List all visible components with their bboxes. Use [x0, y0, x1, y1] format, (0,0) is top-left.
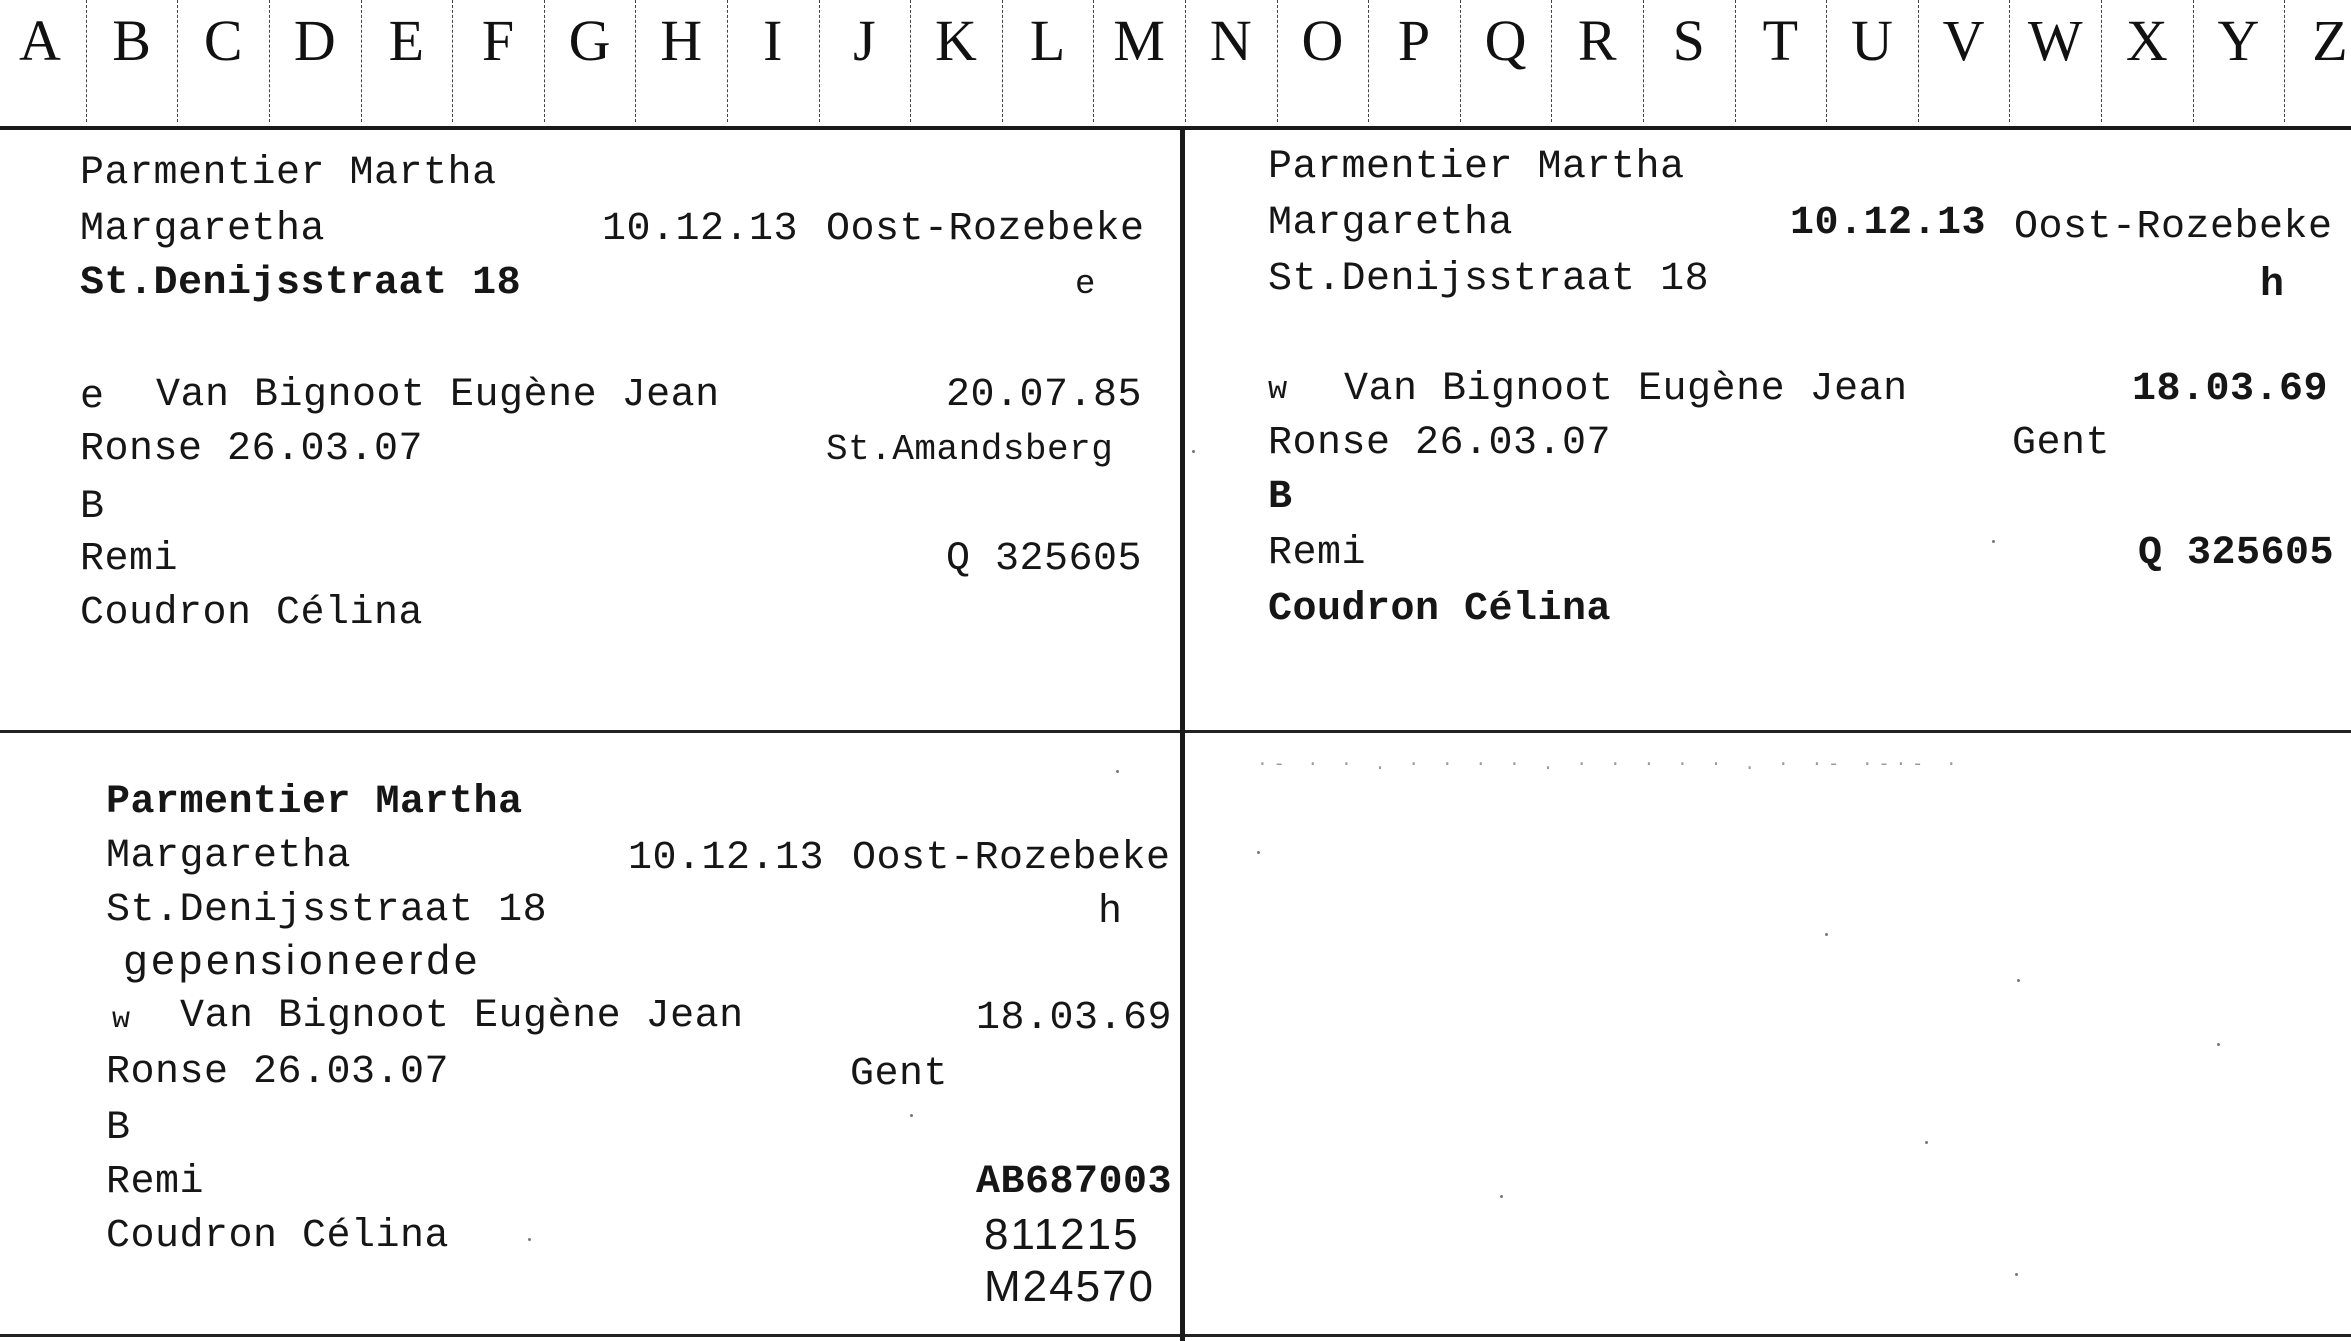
index-letter-e: E: [388, 8, 425, 73]
card-spouse-birth: Ronse 26.03.07: [80, 427, 424, 472]
card-occupation: gepensioneerde: [124, 936, 482, 983]
index-letter-r: R: [1577, 8, 1617, 73]
index-letter-a: A: [19, 8, 61, 73]
card-event-date: 18.03.69: [976, 996, 1173, 1041]
card-code-b: B: [80, 485, 105, 530]
scan-speck: [1925, 1141, 1928, 1144]
card-address: St.Denijsstraat 18: [1268, 257, 1710, 302]
card-first-names: Margaretha: [1268, 201, 1514, 246]
card-birth-date: 10.12.13: [628, 836, 825, 881]
card-spouse-prefix: e: [80, 375, 105, 420]
index-letter-w: W: [2027, 8, 2083, 73]
card-birth-place: Oost-Rozebeke: [852, 836, 1171, 881]
scan-speck: [2017, 979, 2020, 982]
index-letter-b: B: [112, 8, 151, 73]
card-name: Parmentier Martha: [80, 151, 497, 196]
card-spouse-name: Van Bignoot Eugène Jean: [156, 373, 720, 418]
scan-speck: [1257, 851, 1260, 854]
card-father: Remi: [80, 537, 179, 582]
card-mother: Coudron Célina: [106, 1214, 450, 1259]
card-event-place: Gent: [2012, 421, 2111, 466]
card-status-code: e: [1075, 266, 1096, 304]
card-birth-place: Oost-Rozebeke: [2014, 205, 2333, 250]
index-letter-s: S: [1672, 8, 1705, 73]
card-spouse-name: Van Bignoot Eugène Jean: [180, 994, 744, 1039]
card-event-place: Gent: [850, 1052, 949, 1097]
card-event-date: 18.03.69: [2132, 367, 2329, 412]
index-letter-h: H: [660, 8, 703, 73]
card-address: St.Denijsstraat 18: [80, 261, 522, 306]
card-mother: Coudron Célina: [1268, 587, 1612, 632]
card-event-place: St.Amandsberg: [826, 429, 1114, 470]
scan-noise-line: ·- · · . · · · · . · · · · · . · ·- ·-·- ·: [1257, 755, 1963, 775]
card-birth-date: 10.12.13: [602, 207, 799, 252]
index-letter-t: T: [1762, 8, 1799, 73]
card-stamp-number: 811215: [984, 1210, 1140, 1259]
card-spouse-birth: Ronse 26.03.07: [1268, 421, 1612, 466]
card-spouse-name: Van Bignoot Eugène Jean: [1344, 367, 1908, 412]
scan-speck: [1992, 540, 1995, 543]
scan-speck: [2015, 1273, 2018, 1276]
card-status-code: h: [1098, 890, 1123, 935]
card-name: Parmentier Martha: [106, 780, 523, 825]
scan-speck: [528, 1238, 531, 1241]
index-letter-u: U: [1851, 8, 1893, 73]
scan-speck: [1116, 770, 1119, 773]
index-letter-d: D: [293, 8, 336, 73]
scan-speck: [1192, 450, 1195, 453]
card-reference: AB687003: [976, 1160, 1173, 1205]
card-reference: Q 325605: [946, 537, 1143, 582]
scan-speck: [910, 1114, 913, 1117]
index-letter-o: O: [1301, 8, 1344, 73]
card-reference: Q 325605: [2138, 531, 2335, 576]
index-letter-l: L: [1029, 8, 1066, 73]
index-letter-m: M: [1113, 8, 1165, 73]
index-letter-x: X: [2125, 8, 2168, 73]
card-father: Remi: [106, 1160, 205, 1205]
card-spouse-prefix: w: [1268, 371, 1288, 408]
index-letter-c: C: [203, 8, 243, 73]
scan-speck: [2217, 1043, 2220, 1046]
card-address: St.Denijsstraat 18: [106, 888, 548, 933]
index-letter-f: F: [481, 8, 515, 73]
index-letter-q: Q: [1484, 8, 1527, 73]
card-stamp-code: M24570: [984, 1262, 1156, 1311]
card-divider-bottom: [0, 1334, 2351, 1337]
alphabet-index-strip: [0, 0, 2351, 130]
card-first-names: Margaretha: [106, 834, 352, 879]
card-birth-date: 10.12.13: [1790, 201, 1987, 246]
card-name: Parmentier Martha: [1268, 145, 1685, 190]
index-letter-n: N: [1209, 8, 1252, 73]
index-letter-z: Z: [2312, 8, 2348, 73]
index-letter-j: J: [853, 8, 876, 73]
index-letter-y: Y: [2217, 8, 2260, 73]
index-letter-p: P: [1397, 8, 1431, 73]
index-letter-v: V: [1942, 8, 1985, 73]
card-birth-place: Oost-Rozebeke: [826, 207, 1145, 252]
card-mother: Coudron Célina: [80, 591, 424, 636]
index-letter-k: K: [935, 8, 977, 73]
card-spouse-prefix: w: [112, 1003, 131, 1037]
card-status-code: h: [2260, 263, 2285, 308]
card-first-names: Margaretha: [80, 207, 326, 252]
card-event-date: 20.07.85: [946, 373, 1143, 418]
card-father: Remi: [1268, 531, 1367, 576]
record-card-bottom-right-empty: [1185, 733, 2351, 1333]
card-code-b: B: [106, 1106, 131, 1151]
scan-speck: [1500, 1195, 1503, 1198]
index-letter-i: I: [763, 8, 783, 73]
card-spouse-birth: Ronse 26.03.07: [106, 1050, 450, 1095]
card-code-b: B: [1268, 475, 1293, 520]
scan-speck: [1825, 933, 1828, 936]
index-letter-g: G: [568, 8, 611, 73]
